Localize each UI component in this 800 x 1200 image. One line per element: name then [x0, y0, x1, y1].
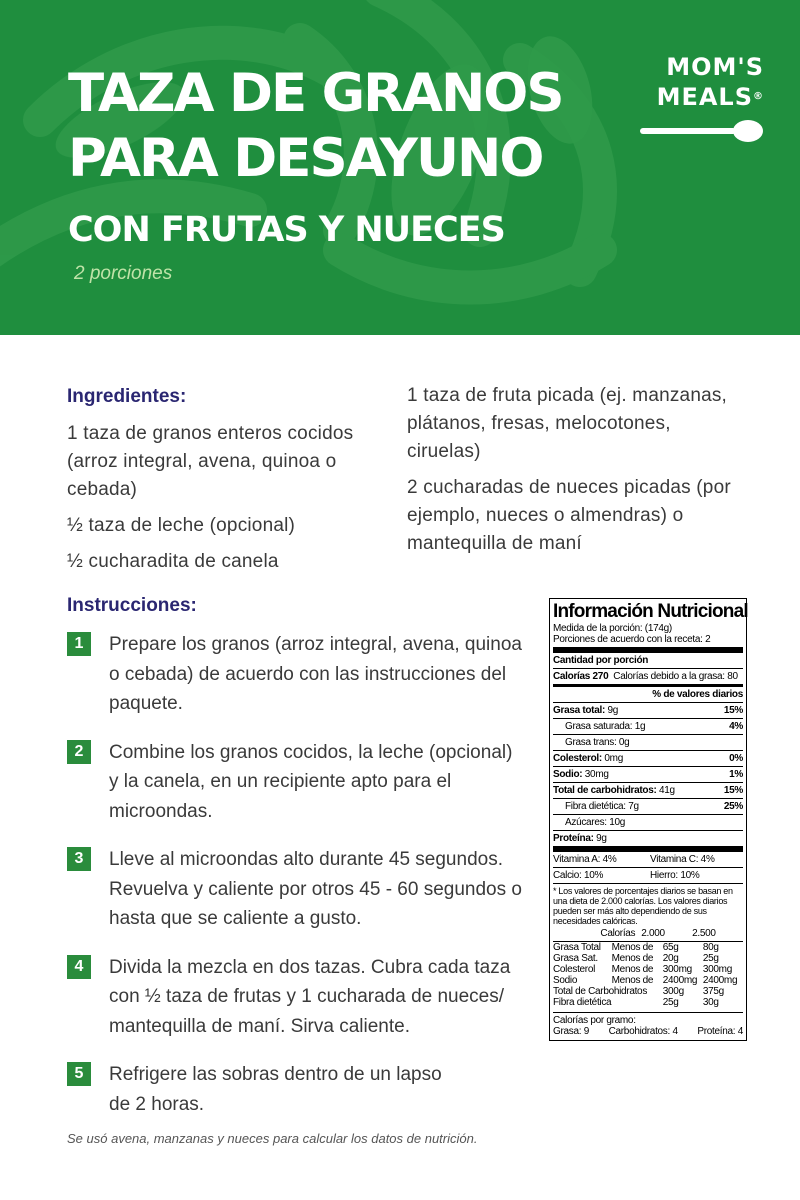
carbohydrates-row: Total de carbohidratos: 41g 15%	[553, 785, 743, 796]
calories-row: Calorías 270 Calorías debido a la grasa: 80	[553, 671, 738, 682]
sodium-row: Sodio: 30mg 1%	[553, 769, 743, 780]
ingredient-item: ½ cucharadita de canela	[67, 551, 279, 572]
instruction-step	[67, 845, 527, 934]
step-number-badge: 3	[67, 847, 91, 871]
minerals-row: Calcio: 10% Hierro: 10%	[553, 870, 700, 881]
instructions-heading: Instrucciones:	[67, 595, 197, 616]
step-number-badge: 2	[67, 740, 91, 764]
servings-per-recipe: Porciones de acuerdo con la receta: 2	[553, 634, 711, 645]
ingredient-item: 1 taza de granos enteros cocidos (arroz integral, avena, quinoa o cebada)	[67, 423, 354, 500]
ingredients-heading: Ingredientes:	[67, 386, 187, 407]
servings-label: 2 porciones	[74, 263, 173, 284]
step-number-badge: 5	[67, 1062, 91, 1086]
limit-row: Fibra dietética 25g 30g	[553, 997, 719, 1008]
recipe-subtitle: CON FRUTAS Y NUECES	[68, 210, 505, 250]
limit-row: Sodio Menos de 2400mg 2400mg	[553, 975, 738, 986]
spoon-icon	[640, 118, 764, 144]
vitamins-row: Vitamina A: 4% Vitamina C: 4%	[553, 854, 715, 865]
fiber-row: Fibra dietética: 7g 25%	[565, 801, 743, 812]
step-text: Prepare los granos (arroz integral, avena, quinoa o cebada) de acuerdo con las instrucciones del paquete.	[109, 634, 522, 714]
limit-row: Grasa Sat. Menos de 20g 25g	[553, 953, 719, 964]
total-fat-row: Grasa total: 9g 15%	[553, 705, 743, 716]
amount-per-serving: Cantidad por porción	[553, 655, 649, 666]
instruction-step	[67, 1060, 449, 1119]
nutrition-title: Información Nutricional	[553, 601, 748, 622]
limit-row: Grasa Total Menos de 65g 80g	[553, 942, 719, 953]
instruction-step	[67, 953, 527, 1042]
ingredient-item: 2 cucharadas de nueces picadas (por ejemplo, nueces o almendras) o mantequilla de maní	[407, 477, 731, 554]
daily-value-header: % de valores diarios	[652, 689, 743, 700]
trans-fat-row: Grasa trans: 0g	[565, 737, 630, 748]
saturated-fat-row: Grasa saturada: 1g 4%	[565, 721, 743, 732]
ingredient-item: ½ taza de leche (opcional)	[67, 515, 296, 536]
brand-line2: MEALS®	[656, 83, 764, 111]
sugars-row: Azúcares: 10g	[565, 817, 626, 828]
step-number-badge: 1	[67, 632, 91, 656]
daily-limits-table	[553, 928, 743, 939]
limit-row: Colesterol Menos de 300mg 300mg	[553, 964, 732, 975]
ingredients-left-column	[67, 420, 382, 584]
brand-logo	[640, 52, 764, 144]
nutrition-footnote: Se usó avena, manzanas y nueces para calcular los datos de nutrición.	[67, 1131, 478, 1146]
daily-values-note: * Los valores de porcentajes diarios se basan en una dieta de 2.000 calorías. Los valores diarios pueden ser más alto dependiendo de sus necesidades calóricas.	[553, 886, 733, 926]
instructions-list	[67, 630, 527, 1138]
recipe-title-line1: TAZA DE GRANOS	[68, 63, 563, 124]
step-text: Divida la mezcla en dos tazas. Cubra cada taza con ½ taza de frutas y 1 cucharada de nueces/ mantequilla de maní. Sirva caliente.	[109, 956, 511, 1037]
ingredient-item: 1 taza de fruta picada (ej. manzanas, plátanos, fresas, melocotones, ciruelas)	[407, 385, 728, 462]
nutrition-facts-panel	[549, 598, 747, 1041]
calories-per-gram-label: Calorías por gramo:	[553, 1015, 636, 1026]
ingredients-right-column	[407, 382, 742, 566]
daily-limits-values	[553, 942, 743, 1008]
cholesterol-row: Colesterol: 0mg 0%	[553, 753, 743, 764]
calories-header-row: Calorías 2.000 2.500	[600, 928, 716, 939]
instruction-step	[67, 738, 527, 827]
serving-size: Medida de la porción: (174g)	[553, 623, 672, 634]
instruction-step	[67, 630, 527, 719]
header-banner	[0, 0, 800, 335]
step-text: Refrigere las sobras dentro de un lapso de 2 horas.	[109, 1064, 442, 1115]
step-number-badge: 4	[67, 955, 91, 979]
brand-line1: MOM'S	[666, 53, 764, 81]
calories-per-gram-values: Grasa: 9 Carbohidratos: 4 Proteína: 4	[553, 1026, 743, 1037]
recipe-title-line2: PARA DESAYUNO	[68, 128, 543, 189]
protein-row: Proteína: 9g	[553, 833, 607, 844]
step-text: Combine los granos cocidos, la leche (opcional) y la canela, en un recipiente apto para el microondas.	[109, 741, 513, 822]
step-text: Lleve al microondas alto durante 45 segundos. Revuelva y caliente por otros 45 - 60 segundos o hasta que se caliente a gusto.	[109, 849, 522, 929]
limit-row: Total de Carbohidratos 300g 375g	[553, 986, 724, 997]
